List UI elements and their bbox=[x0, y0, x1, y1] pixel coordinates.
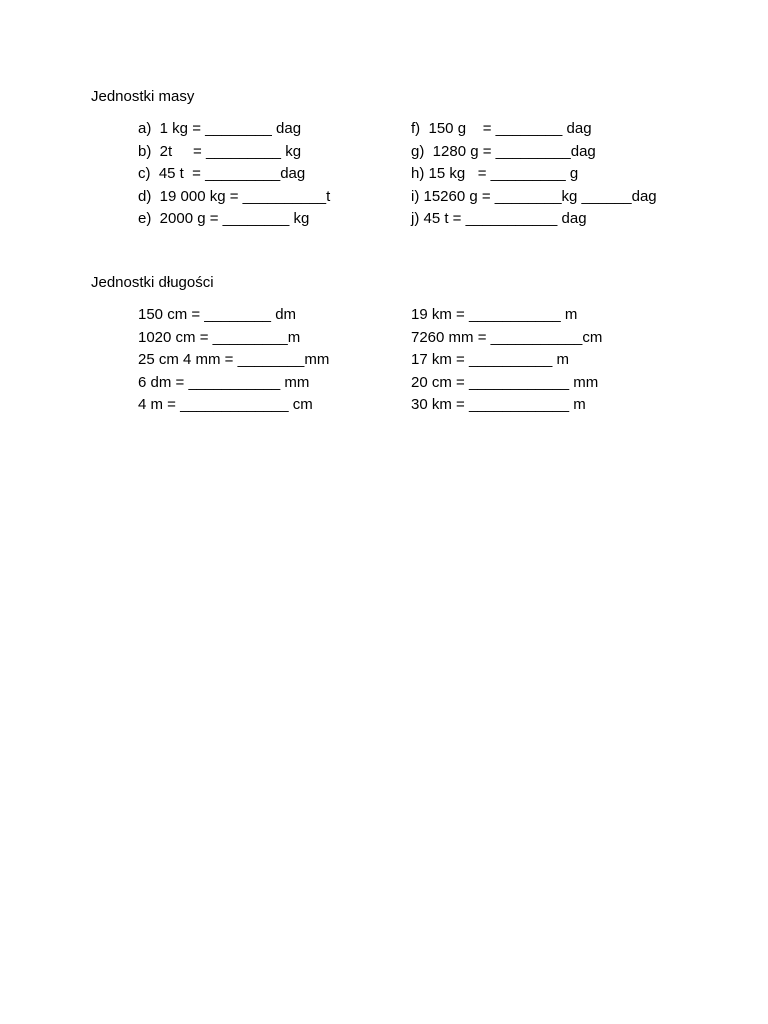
length-exercise: 7260 mm = ___________cm bbox=[411, 328, 603, 346]
mass-exercise-a: a) 1 kg = ________ dag bbox=[138, 120, 302, 137]
mass-units-heading: Jednostki masy bbox=[91, 88, 195, 105]
length-exercises-right-column bbox=[411, 304, 602, 417]
mass-exercise-d: d) 19 000 kg = __________t bbox=[138, 187, 331, 205]
length-exercise: 20 cm = ____________ mm bbox=[411, 373, 599, 391]
mass-exercise-g: g) 1280 g = _________dag bbox=[411, 142, 596, 160]
mass-exercise-e: e) 2000 g = ________ kg bbox=[138, 210, 310, 228]
mass-exercise-c: c) 45 t = _________dag bbox=[138, 165, 306, 183]
mass-exercise-f: f) 150 g = ________ dag bbox=[411, 120, 592, 137]
length-exercise: 19 km = ___________ m bbox=[411, 306, 578, 323]
length-exercise: 4 m = _____________ cm bbox=[138, 396, 313, 414]
length-units-heading: Jednostki długości bbox=[91, 274, 214, 291]
length-exercise: 150 cm = ________ dm bbox=[138, 306, 297, 323]
mass-exercises-right-column bbox=[411, 118, 657, 231]
length-exercise: 1020 cm = _________m bbox=[138, 328, 301, 346]
mass-exercise-h: h) 15 kg = _________ g bbox=[411, 165, 579, 183]
mass-exercises-left-column bbox=[138, 118, 330, 231]
length-exercise: 17 km = __________ m bbox=[411, 351, 570, 369]
length-exercises-left-column bbox=[138, 304, 329, 417]
length-exercise: 6 dm = ___________ mm bbox=[138, 373, 310, 391]
mass-exercise-b: b) 2t = _________ kg bbox=[138, 142, 302, 160]
length-exercise: 25 cm 4 mm = ________mm bbox=[138, 351, 330, 369]
mass-exercise-i: i) 15260 g = ________kg ______dag bbox=[411, 187, 657, 205]
mass-exercise-j: j) 45 t = ___________ dag bbox=[411, 210, 587, 228]
length-exercise: 30 km = ____________ m bbox=[411, 396, 586, 414]
